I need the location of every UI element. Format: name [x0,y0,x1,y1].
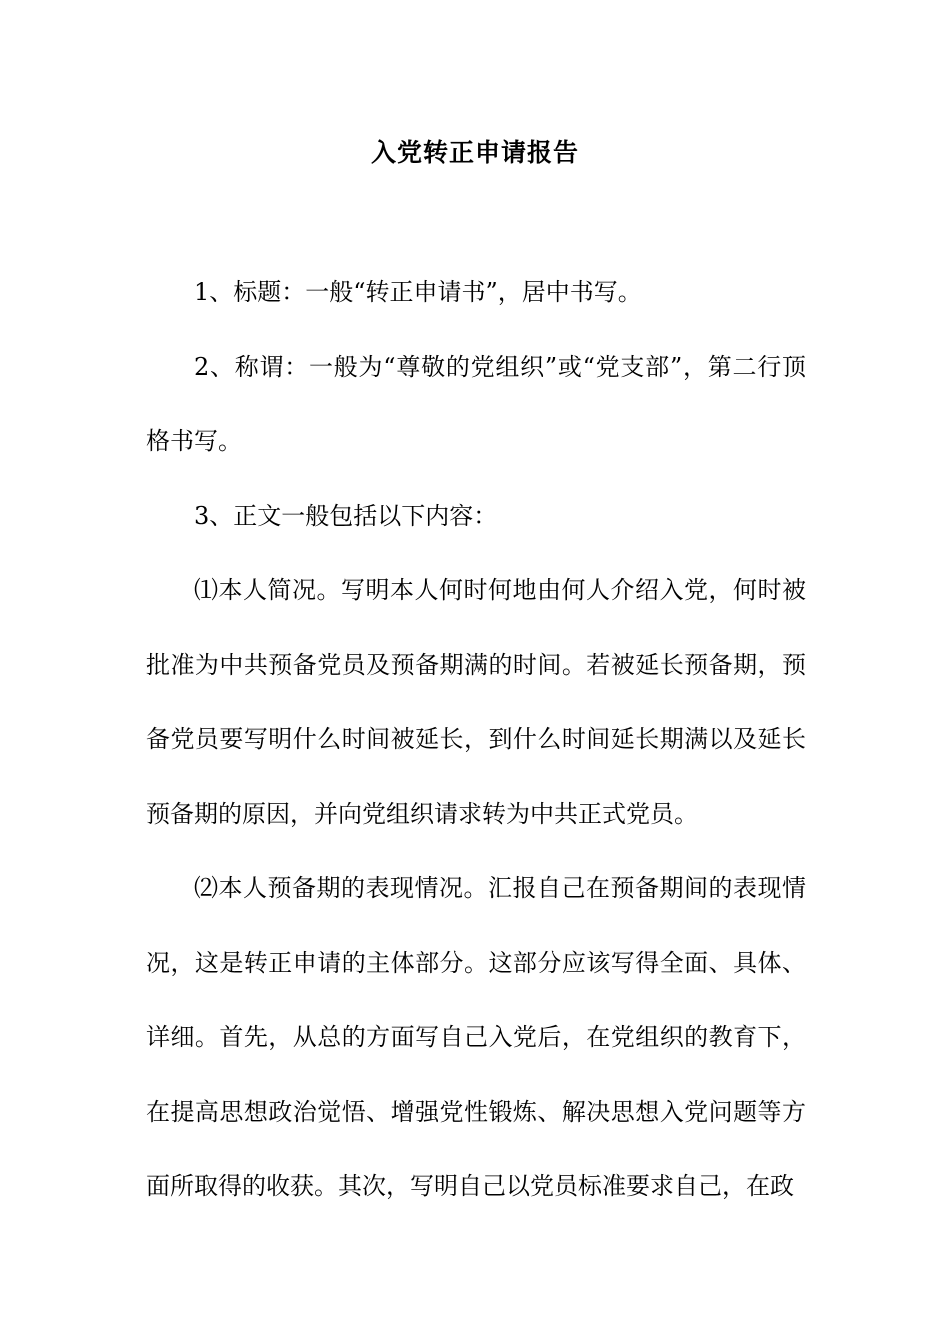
document-title: 入党转正申请报告 [370,138,579,167]
paragraph-title-rule: 1、标题：一般“转正申请书”，居中书写。 [194,278,642,306]
document-body [146,255,806,1224]
paragraph-probation-performance: ⑵本人预备期的表现情况。汇报自己在预备期间的表现情况，这是转正申请的主体部分。这部分应该写得全面、具体、详细。首先，从总的方面写自己入党后，在党组织的教育下，在提高思想政治觉悟、增强党性锻炼、解决思想入党问题等方面所取得的收获。其次，写明自己以党员标准要求自己，在政 [146,874,806,1200]
paragraph-body-intro: 3、正文一般包括以下内容： [194,501,498,530]
paragraph-personal-summary: ⑴本人简况。写明本人何时何地由何人介绍入党，何时被批准为中共预备党员及预备期满的时间。若被延长预备期，预备党员要写明什么时间被延长，到什么时间延长期满以及延长预备期的原因，并向党组织请求转为中共正式党员。 [146,576,806,828]
paragraph-salutation-rule: 2、称谓：一般为“尊敬的党组织”或“党支部”，第二行顶格书写。 [146,352,806,455]
